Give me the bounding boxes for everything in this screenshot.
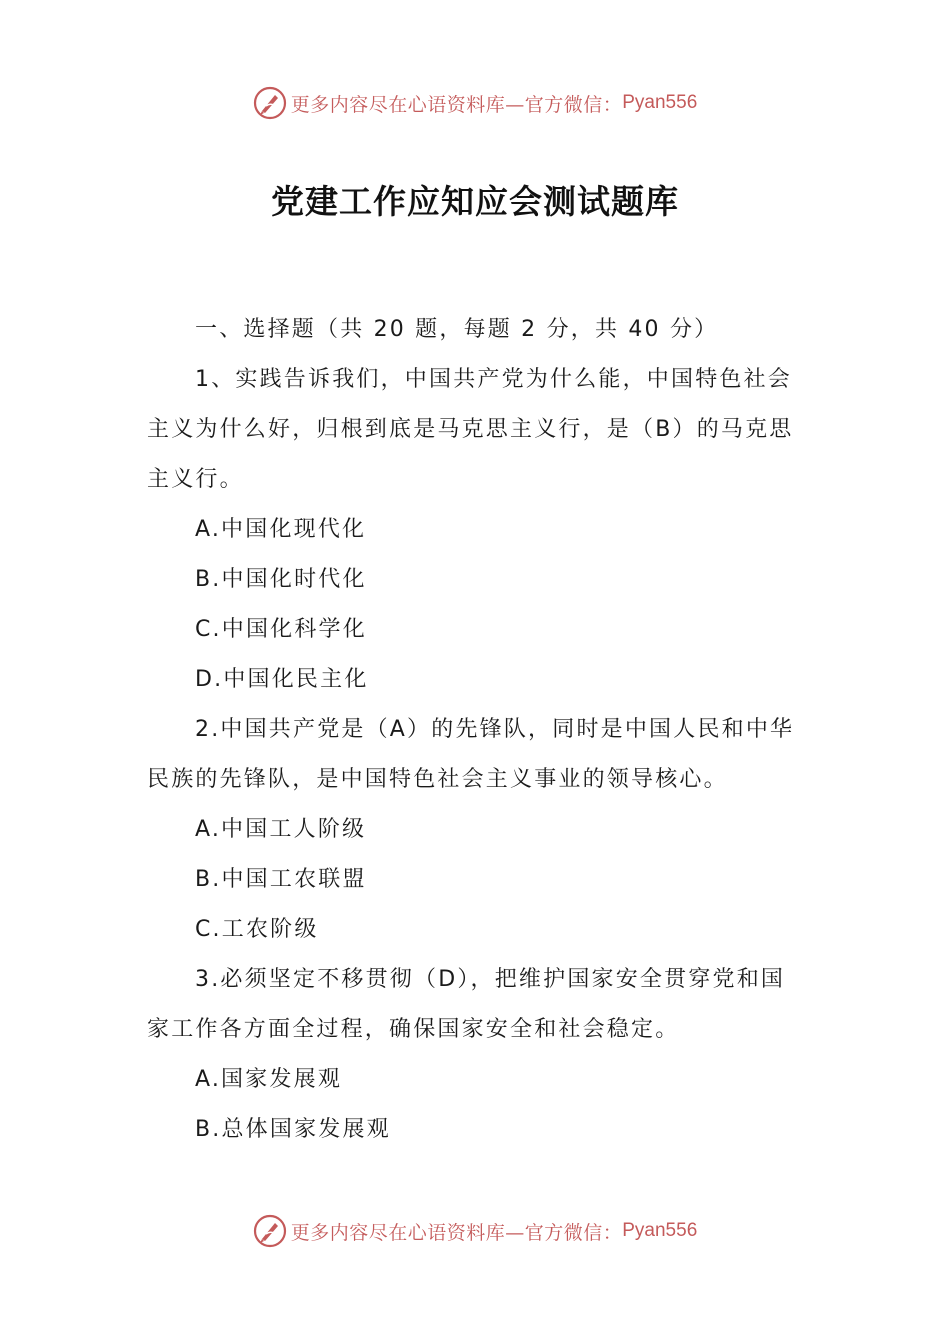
section-heading: 一、选择题（共 20 题，每题 2 分，共 40 分）	[195, 317, 719, 342]
pen-logo-icon	[253, 1214, 287, 1248]
watermark-id: Pyan556	[622, 1220, 698, 1241]
question-2-option-a: A.中国工人阶级	[195, 817, 367, 842]
header-watermark	[0, 83, 950, 123]
question-1: 1、实践告诉我们，中国共产党为什么能，中国特色社会主义为什么好，归根到底是马克思主义行，是（B）的马克思主义行。	[147, 367, 794, 492]
footer-watermark	[0, 1211, 950, 1251]
question-2-option-c: C.工农阶级	[195, 917, 319, 942]
document-body	[147, 305, 807, 1155]
watermark-id: Pyan556	[622, 92, 698, 113]
question-1-option-c: C.中国化科学化	[195, 617, 367, 642]
pen-logo-icon	[253, 86, 287, 120]
question-1-option-a: A.中国化现代化	[195, 517, 367, 542]
question-1-option-b: B.中国化时代化	[195, 567, 367, 592]
watermark-text: 更多内容尽在心语资料库—官方微信：	[290, 1221, 623, 1244]
question-3-option-a: A.国家发展观	[195, 1067, 343, 1092]
watermark-text: 更多内容尽在心语资料库—官方微信：	[290, 93, 623, 116]
question-2: 2.中国共产党是（A）的先锋队，同时是中国人民和中华民族的先锋队，是中国特色社会主义事业的领导核心。	[147, 717, 795, 792]
question-3-option-b: B.总体国家发展观	[195, 1117, 391, 1142]
question-1-option-d: D.中国化民主化	[195, 667, 369, 692]
page-title: 党建工作应知应会测试题库	[271, 182, 679, 221]
question-2-option-b: B.中国工农联盟	[195, 867, 367, 892]
question-3: 3.必须坚定不移贯彻（D），把维护国家安全贯穿党和国家工作各方面全过程，确保国家安全和社会稳定。	[147, 967, 786, 1042]
